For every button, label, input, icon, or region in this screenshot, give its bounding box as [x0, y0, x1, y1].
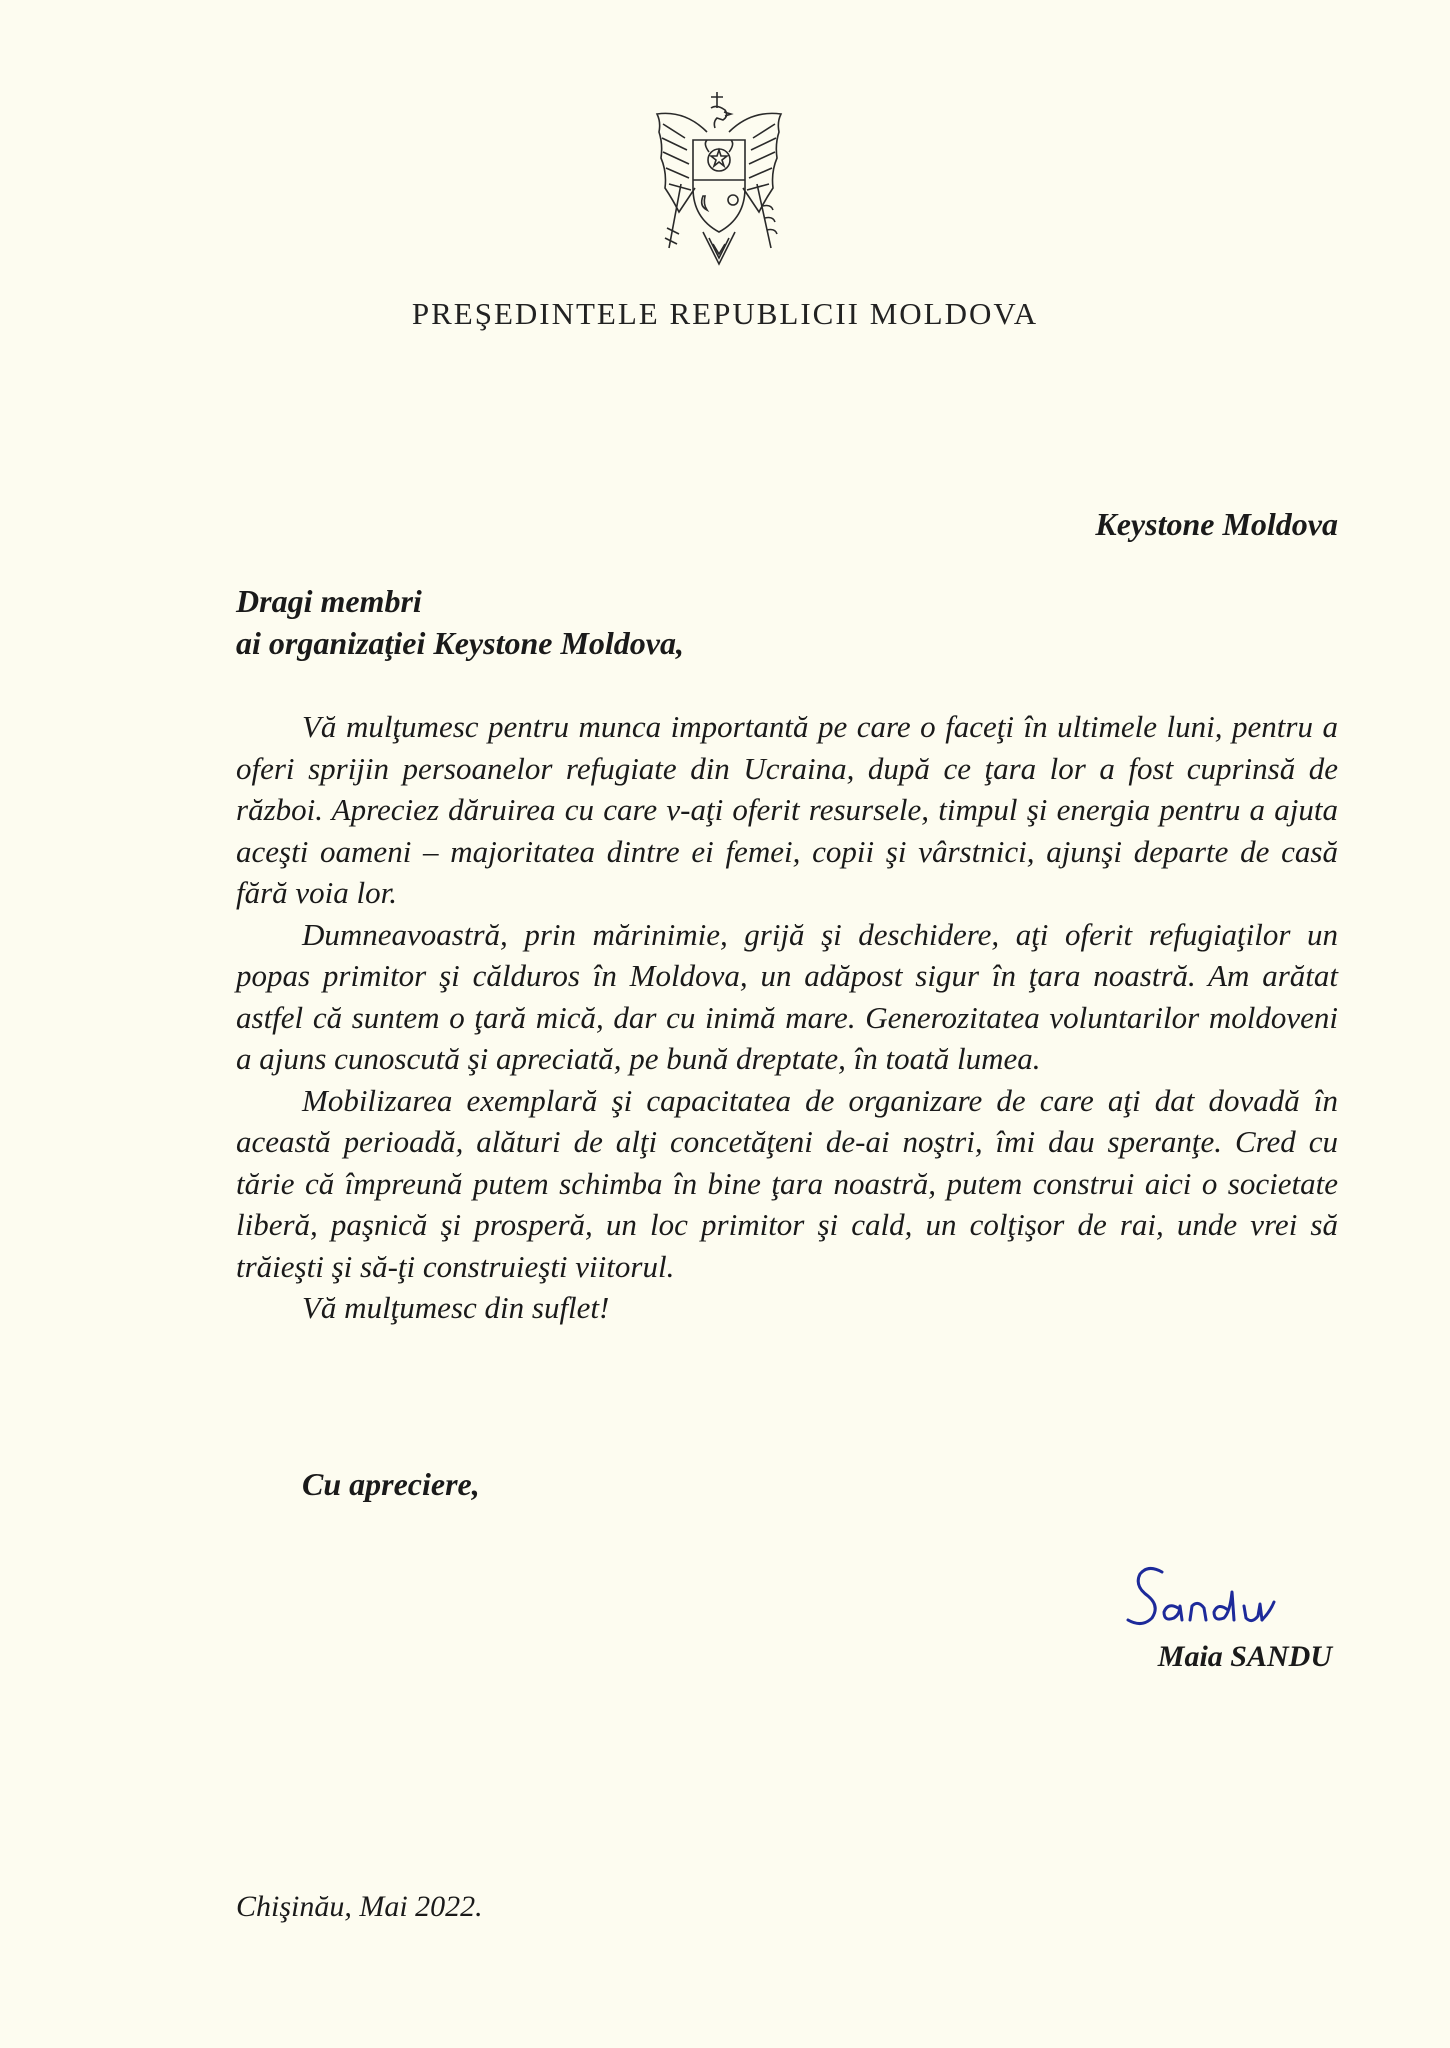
page-title: PREŞEDINTELE REPUBLICII MOLDOVA	[411, 296, 1039, 331]
salutation	[236, 580, 684, 664]
body-paragraph-3: Mobilizarea exemplară şi capacitatea de organizare de care aţi dat dovadă în această perioadă, alături de alţi concetăţeni de-ai noştri, îmi dau speranţe. Cred cu tărie că împreună putem schimba în bine ţara noastră, putem construi aici o societate liberă, paşnică şi prosperă, un loc primitor şi cald, un colţişor de rai, unde vrei să trăieşti şi să-ţi construieşti viitorul.	[236, 1082, 1338, 1284]
salutation-line-1: Dragi membri	[236, 583, 422, 619]
closing-phrase: Cu apreciere,	[302, 1466, 480, 1502]
handwritten-signature	[1118, 1562, 1330, 1644]
recipient-name: Keystone Moldova	[1095, 506, 1338, 542]
letter-body	[236, 706, 1338, 1329]
body-paragraph-2: Dumneavoastră, prin mărinimie, grijă şi deschidere, aţi oferit refugiaţilor un popas primitor şi călduros în Moldova, un adăpost sigur în ţara noastră. Am arătat astfel că suntem o ţară mică, dar cu inimă mare. Generozitatea voluntarilor moldoveni a ajuns cunoscută şi apreciată, pe bună dreptate, în toată lumea.	[236, 916, 1338, 1076]
body-paragraph-1: Vă mulţumesc pentru munca importantă pe care o faceţi în ultimele luni, pentru a oferi sprijin persoanelor refugiate din Ucraina, după ce ţara lor a fost cuprinsă de război. Apreciez dăruirea cu care v-aţi oferit resursele, timpul şi energia pentru a ajuta aceşti oameni – majoritatea dintre ei femei, copii şi vârstnici, ajunşi departe de casă fără voia lor.	[236, 709, 1338, 910]
salutation-line-2: ai organizaţiei Keystone Moldova,	[236, 625, 684, 661]
place-date: Chişinău, Mai 2022.	[236, 1890, 483, 1923]
coat-of-arms-icon	[645, 88, 793, 270]
signer-name: Maia SANDU	[1157, 1640, 1332, 1673]
body-paragraph-4: Vă mulţumesc din suflet!	[302, 1290, 610, 1325]
